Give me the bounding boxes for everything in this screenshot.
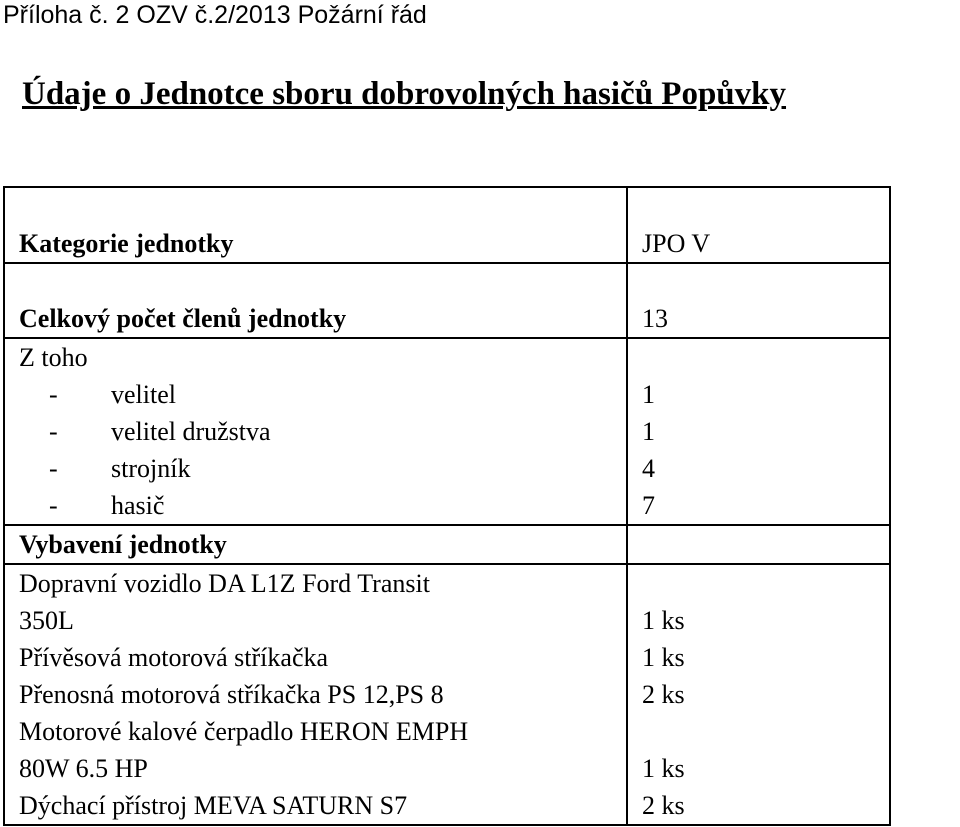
role-item — [19, 487, 626, 524]
equipment-empty-cell — [627, 525, 890, 564]
equipment-item-line: 350L — [19, 606, 74, 635]
roles-count-cell — [627, 338, 890, 525]
equipment-qty: 1 ks — [642, 643, 685, 672]
equipment-label: Vybavení jednotky — [19, 530, 227, 559]
role-count: 4 — [642, 454, 655, 483]
category-label-cell — [4, 187, 627, 263]
equipment-item-line: Dopravní vozidlo DA L1Z Ford Transit — [19, 569, 430, 598]
equipment-label-cell — [4, 525, 627, 564]
role-dash: - — [49, 454, 58, 483]
equipment-item-line: Přenosná motorová stříkačka PS 12,PS 8 — [19, 680, 444, 709]
role-item — [19, 450, 626, 487]
members-label-cell — [4, 263, 627, 338]
role-item — [19, 376, 626, 413]
table-row-members — [4, 263, 890, 338]
equipment-items-cell — [4, 564, 627, 825]
role-dash: - — [49, 417, 58, 446]
equipment-qty: 2 ks — [642, 791, 685, 820]
role-count: 7 — [642, 491, 655, 520]
page-title: Údaje o Jednotce sboru dobrovolných hasičů Popůvky — [22, 76, 787, 112]
table-row-roles — [4, 338, 890, 525]
table-row-equipment — [4, 564, 890, 825]
equipment-qty: 1 ks — [642, 754, 685, 783]
role-dash: - — [49, 491, 58, 520]
equipment-qty-cell — [627, 564, 890, 825]
unit-info-table — [3, 186, 891, 826]
role-label: velitel družstva — [111, 417, 271, 446]
equipment-qty: 2 ks — [642, 680, 685, 709]
equipment-item-line: Dýchací přístroj MEVA SATURN S7 — [19, 791, 408, 820]
equipment-item-line: 80W 6.5 HP — [19, 754, 148, 783]
category-value: JPO V — [642, 229, 711, 258]
members-value-cell — [627, 263, 890, 338]
of-which-label: Z toho — [19, 343, 88, 372]
role-dash: - — [49, 380, 58, 409]
equipment-item-line: Motorové kalové čerpadlo HERON EMPH — [19, 717, 469, 746]
equipment-item-line: Přívěsová motorová stříkačka — [19, 643, 329, 672]
roles-label-cell — [4, 338, 627, 525]
table-row-category — [4, 187, 890, 263]
role-count: 1 — [642, 380, 655, 409]
members-label: Celkový počet členů jednotky — [19, 304, 347, 333]
category-label: Kategorie jednotky — [19, 229, 234, 258]
table-row-equipment-header — [4, 525, 890, 564]
role-label: strojník — [111, 454, 191, 483]
role-item — [19, 413, 626, 450]
role-label: velitel — [111, 380, 176, 409]
role-count: 1 — [642, 417, 655, 446]
document-header-note: Příloha č. 2 OZV č.2/2013 Požární řád — [3, 1, 427, 29]
equipment-qty: 1 ks — [642, 606, 685, 635]
category-value-cell — [627, 187, 890, 263]
members-value: 13 — [642, 304, 668, 333]
role-label: hasič — [111, 491, 165, 520]
